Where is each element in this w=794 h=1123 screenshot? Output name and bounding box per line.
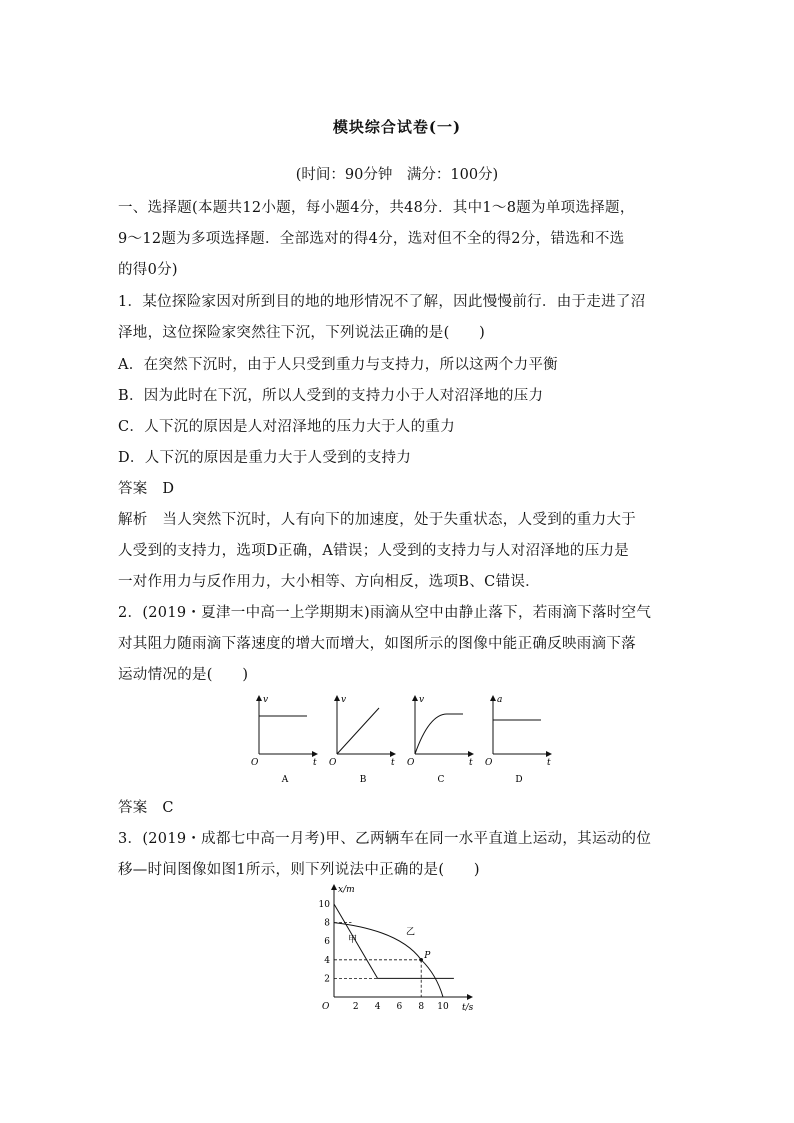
q1-option-a: A．在突然下沉时，由于人只受到重力与支持力，所以这两个力平衡 bbox=[118, 357, 558, 373]
q1-option-b: B．因为此时在下沉，所以人受到的支持力小于人对沼泽地的压力 bbox=[118, 388, 544, 404]
y-axis-label: x/m bbox=[338, 885, 355, 895]
section-intro-line-3: 的得0分) bbox=[118, 262, 178, 278]
q2-answer: 答案 C bbox=[118, 800, 174, 816]
graph-d-label: D bbox=[515, 775, 523, 785]
graph-a-xaxis: t bbox=[313, 758, 317, 768]
origin-label: O bbox=[322, 1002, 330, 1012]
graph-c-xaxis: t bbox=[469, 758, 473, 768]
graph-d bbox=[485, 695, 551, 785]
graph-d-xaxis: t bbox=[547, 758, 551, 768]
series-jia-label: 甲 bbox=[348, 935, 358, 946]
y-tick-label: 2 bbox=[324, 974, 330, 985]
x-tick-label: 2 bbox=[352, 1002, 359, 1012]
x-axis-label: t/s bbox=[462, 1003, 474, 1013]
section-intro-line-2: 9～12题为多项选择题．全部选对的得4分，选对但不全的得2分，错选和不选 bbox=[118, 231, 625, 247]
x-tick-label: 6 bbox=[396, 1002, 403, 1012]
graph-d-origin: O bbox=[485, 758, 493, 768]
x-tick-label: 10 bbox=[437, 1002, 449, 1012]
y-tick-label: 4 bbox=[324, 955, 330, 966]
q3-stem-line-1: 3．(2019・成都七中高一月考)甲、乙两辆车在同一水平直道上运动，其运动的位 bbox=[118, 831, 652, 847]
point-p-label: P bbox=[424, 950, 431, 961]
graph-c-origin: O bbox=[407, 758, 415, 768]
q1-analysis-line-3: 一对作用力与反作用力，大小相等、方向相反，选项B、C错误． bbox=[118, 574, 540, 590]
graph-b-xaxis: t bbox=[391, 758, 395, 768]
graph-a bbox=[251, 695, 317, 785]
y-tick-label: 6 bbox=[324, 937, 330, 948]
graph-b-label: B bbox=[359, 775, 367, 785]
q1-stem-line-1: 1．某位探险家因对所到目的地的地形情况不了解，因此慢慢前行．由于走进了沼 bbox=[118, 294, 646, 310]
q1-option-c: C．人下沉的原因是人对沼泽地的压力大于人的重力 bbox=[118, 419, 455, 435]
graph-c-label: C bbox=[437, 775, 445, 785]
y-tick-label: 10 bbox=[318, 900, 330, 910]
y-tick-label: 8 bbox=[324, 918, 330, 929]
graph-c bbox=[407, 695, 473, 785]
graph-a-origin: O bbox=[251, 758, 259, 768]
q1-analysis-line-2: 人受到的支持力，选项D正确，A错误；人受到的支持力与人对沼泽地的压力是 bbox=[118, 543, 630, 559]
graph-b bbox=[329, 695, 395, 785]
q2-stem-line-3: 运动情况的是( ) bbox=[118, 667, 249, 683]
graph-b-yaxis: v bbox=[341, 695, 347, 705]
q1-analysis-line-1: 解析 当人突然下沉时，人有向下的加速度，处于失重状态，人受到的重力大于 bbox=[118, 512, 636, 528]
q3-stem-line-2: 移—时间图像如图1所示，则下列说法中正确的是( ) bbox=[118, 862, 480, 878]
q2-stem-line-2: 对其阻力随雨滴下落速度的增大而增大，如图所示的图像中能正确反映雨滴下落 bbox=[118, 636, 636, 652]
x-tick-label: 4 bbox=[374, 1002, 381, 1012]
series-yi-label: 乙 bbox=[405, 927, 415, 938]
q1-stem-line-2: 泽地，这位探险家突然往下沉，下列说法正确的是( ) bbox=[118, 325, 486, 341]
graph-c-yaxis: v bbox=[419, 695, 425, 705]
q2-stem-line-1: 2．(2019・夏津一中高一上学期期末)雨滴从空中由静止落下，若雨滴下落时空气 bbox=[118, 605, 652, 621]
q1-answer: 答案 D bbox=[118, 481, 175, 497]
exam-info: (时间：90分钟 满分：100分) bbox=[295, 167, 499, 183]
page-title: 模块综合试卷(一) bbox=[332, 118, 462, 136]
section-intro-line-1: 一、选择题(本题共12小题，每小题4分，共48分．其中1～8题为单项选择题， bbox=[118, 200, 635, 216]
q2-graphs bbox=[245, 690, 555, 785]
graph-a-label: A bbox=[281, 775, 289, 785]
xt-chart bbox=[300, 880, 490, 1015]
x-tick-label: 8 bbox=[418, 1002, 425, 1012]
graph-a-yaxis: v bbox=[263, 695, 269, 705]
graph-b-origin: O bbox=[329, 758, 337, 768]
q1-option-d: D．人下沉的原因是重力大于人受到的支持力 bbox=[118, 450, 412, 466]
graph-d-yaxis: a bbox=[497, 695, 503, 705]
point-p-dot bbox=[419, 958, 423, 962]
